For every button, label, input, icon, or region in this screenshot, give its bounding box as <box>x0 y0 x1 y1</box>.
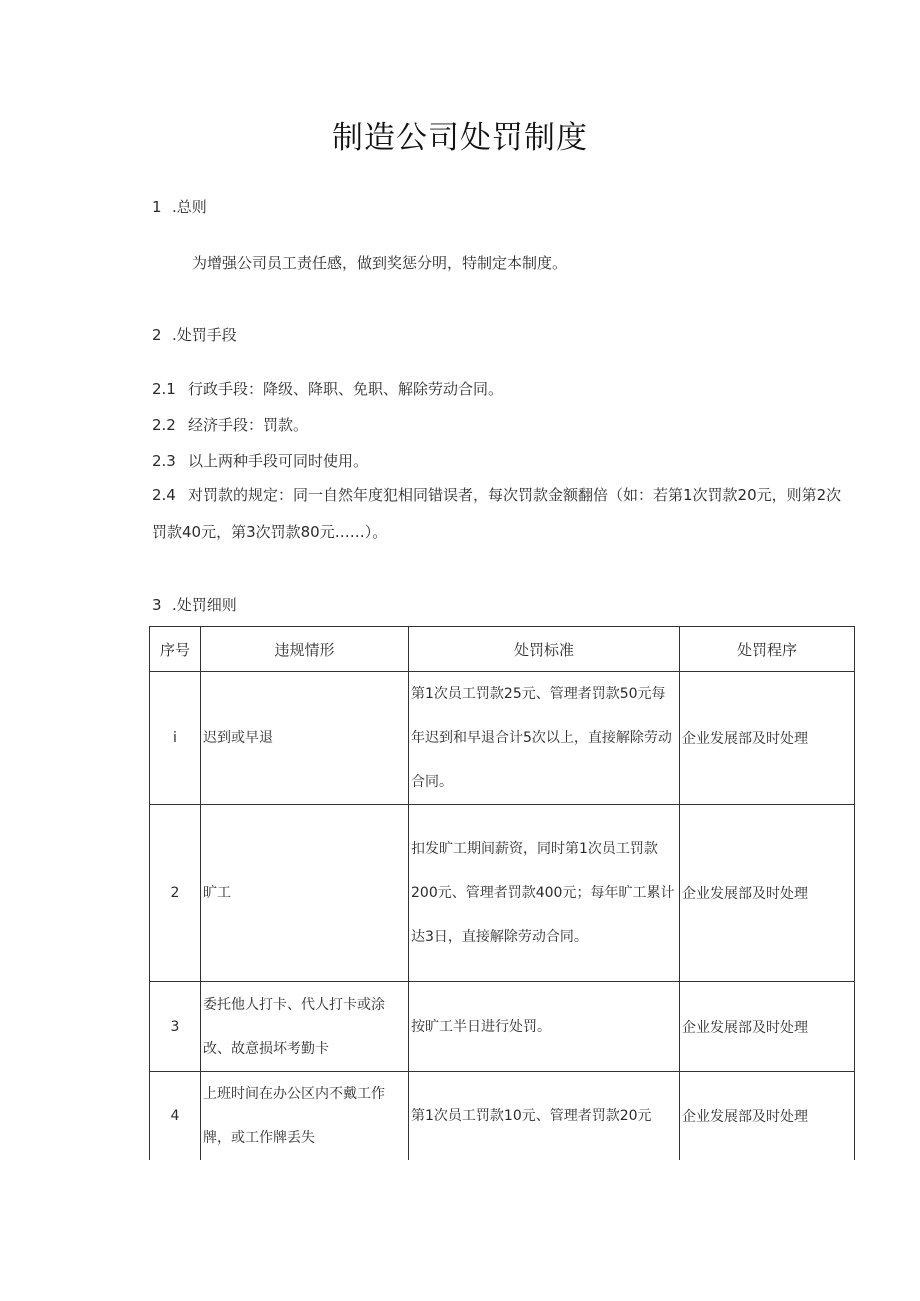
item-text: 行政手段：降级、降职、免职、解除劳动合同。 <box>188 380 504 398</box>
list-item <box>152 414 308 435</box>
item-text: 对罚款的规定：同一自然年度犯相同错误者，每次罚款金额翻倍（如：若第1次罚款20元，则第2次罚款40元，第3次罚款80元……）。 <box>152 486 842 541</box>
row-procedure: 企业发展部及时处理 <box>680 982 855 1072</box>
item-number: 2.4 <box>152 486 176 504</box>
row-violation: 迟到或早退 <box>201 672 409 805</box>
section-1-title: .总则 <box>172 198 207 216</box>
row-standard: 扣发旷工期间薪资，同时第1次员工罚款200元、管理者罚款400元；每年旷工累计达3日，直接解除劳动合同。 <box>409 805 680 982</box>
section-2-heading <box>152 324 237 345</box>
penalty-table <box>149 626 855 1160</box>
list-item <box>152 450 368 471</box>
row-number: 3 <box>150 982 201 1072</box>
header-number: 序号 <box>150 627 201 672</box>
item-number: 2.1 <box>152 380 176 398</box>
row-violation: 委托他人打卡、代人打卡或涂改、故意损坏考勤卡 <box>201 982 409 1072</box>
header-procedure: 处罚程序 <box>680 627 855 672</box>
section-1-number: 1 <box>152 198 162 216</box>
section-2-number: 2 <box>152 326 162 344</box>
item-number: 2.3 <box>152 452 176 470</box>
section-3-title: .处罚细则 <box>172 596 237 614</box>
row-standard: 第1次员工罚款25元、管理者罚款50元每年迟到和早退合计5次以上，直接解除劳动合同。 <box>409 672 680 805</box>
section-2-title: .处罚手段 <box>172 326 237 344</box>
row-number: 2 <box>150 805 201 982</box>
row-procedure: 企业发展部及时处理 <box>680 672 855 805</box>
section-1-body: 为增强公司员工责任感，做到奖惩分明，特制定本制度。 <box>192 254 568 272</box>
table-row <box>150 672 855 805</box>
table-row <box>150 982 855 1072</box>
list-item <box>152 477 852 551</box>
row-procedure: 企业发展部及时处理 <box>680 805 855 982</box>
row-number: 4 <box>150 1072 201 1161</box>
list-item <box>152 378 503 399</box>
item-text: 经济手段：罚款。 <box>188 416 309 434</box>
section-1-heading <box>152 196 207 217</box>
row-standard: 按旷工半日进行处罚。 <box>409 982 680 1072</box>
row-procedure: 企业发展部及时处理 <box>680 1072 855 1161</box>
table-row <box>150 805 855 982</box>
row-violation: 上班时间在办公区内不戴工作牌，或工作牌丢失 <box>201 1072 409 1161</box>
header-violation: 违规情形 <box>201 627 409 672</box>
row-standard: 第1次员工罚款10元、管理者罚款20元 <box>409 1072 680 1161</box>
section-3-number: 3 <box>152 596 162 614</box>
table-row <box>150 1072 855 1161</box>
section-3-heading <box>152 594 237 615</box>
row-number: i <box>150 672 201 805</box>
header-standard: 处罚标准 <box>409 627 680 672</box>
document-title: 制造公司处罚制度 <box>332 120 588 156</box>
item-text: 以上两种手段可同时使用。 <box>188 452 369 470</box>
row-violation: 旷工 <box>201 805 409 982</box>
table-header-row <box>150 627 855 672</box>
item-number: 2.2 <box>152 416 176 434</box>
